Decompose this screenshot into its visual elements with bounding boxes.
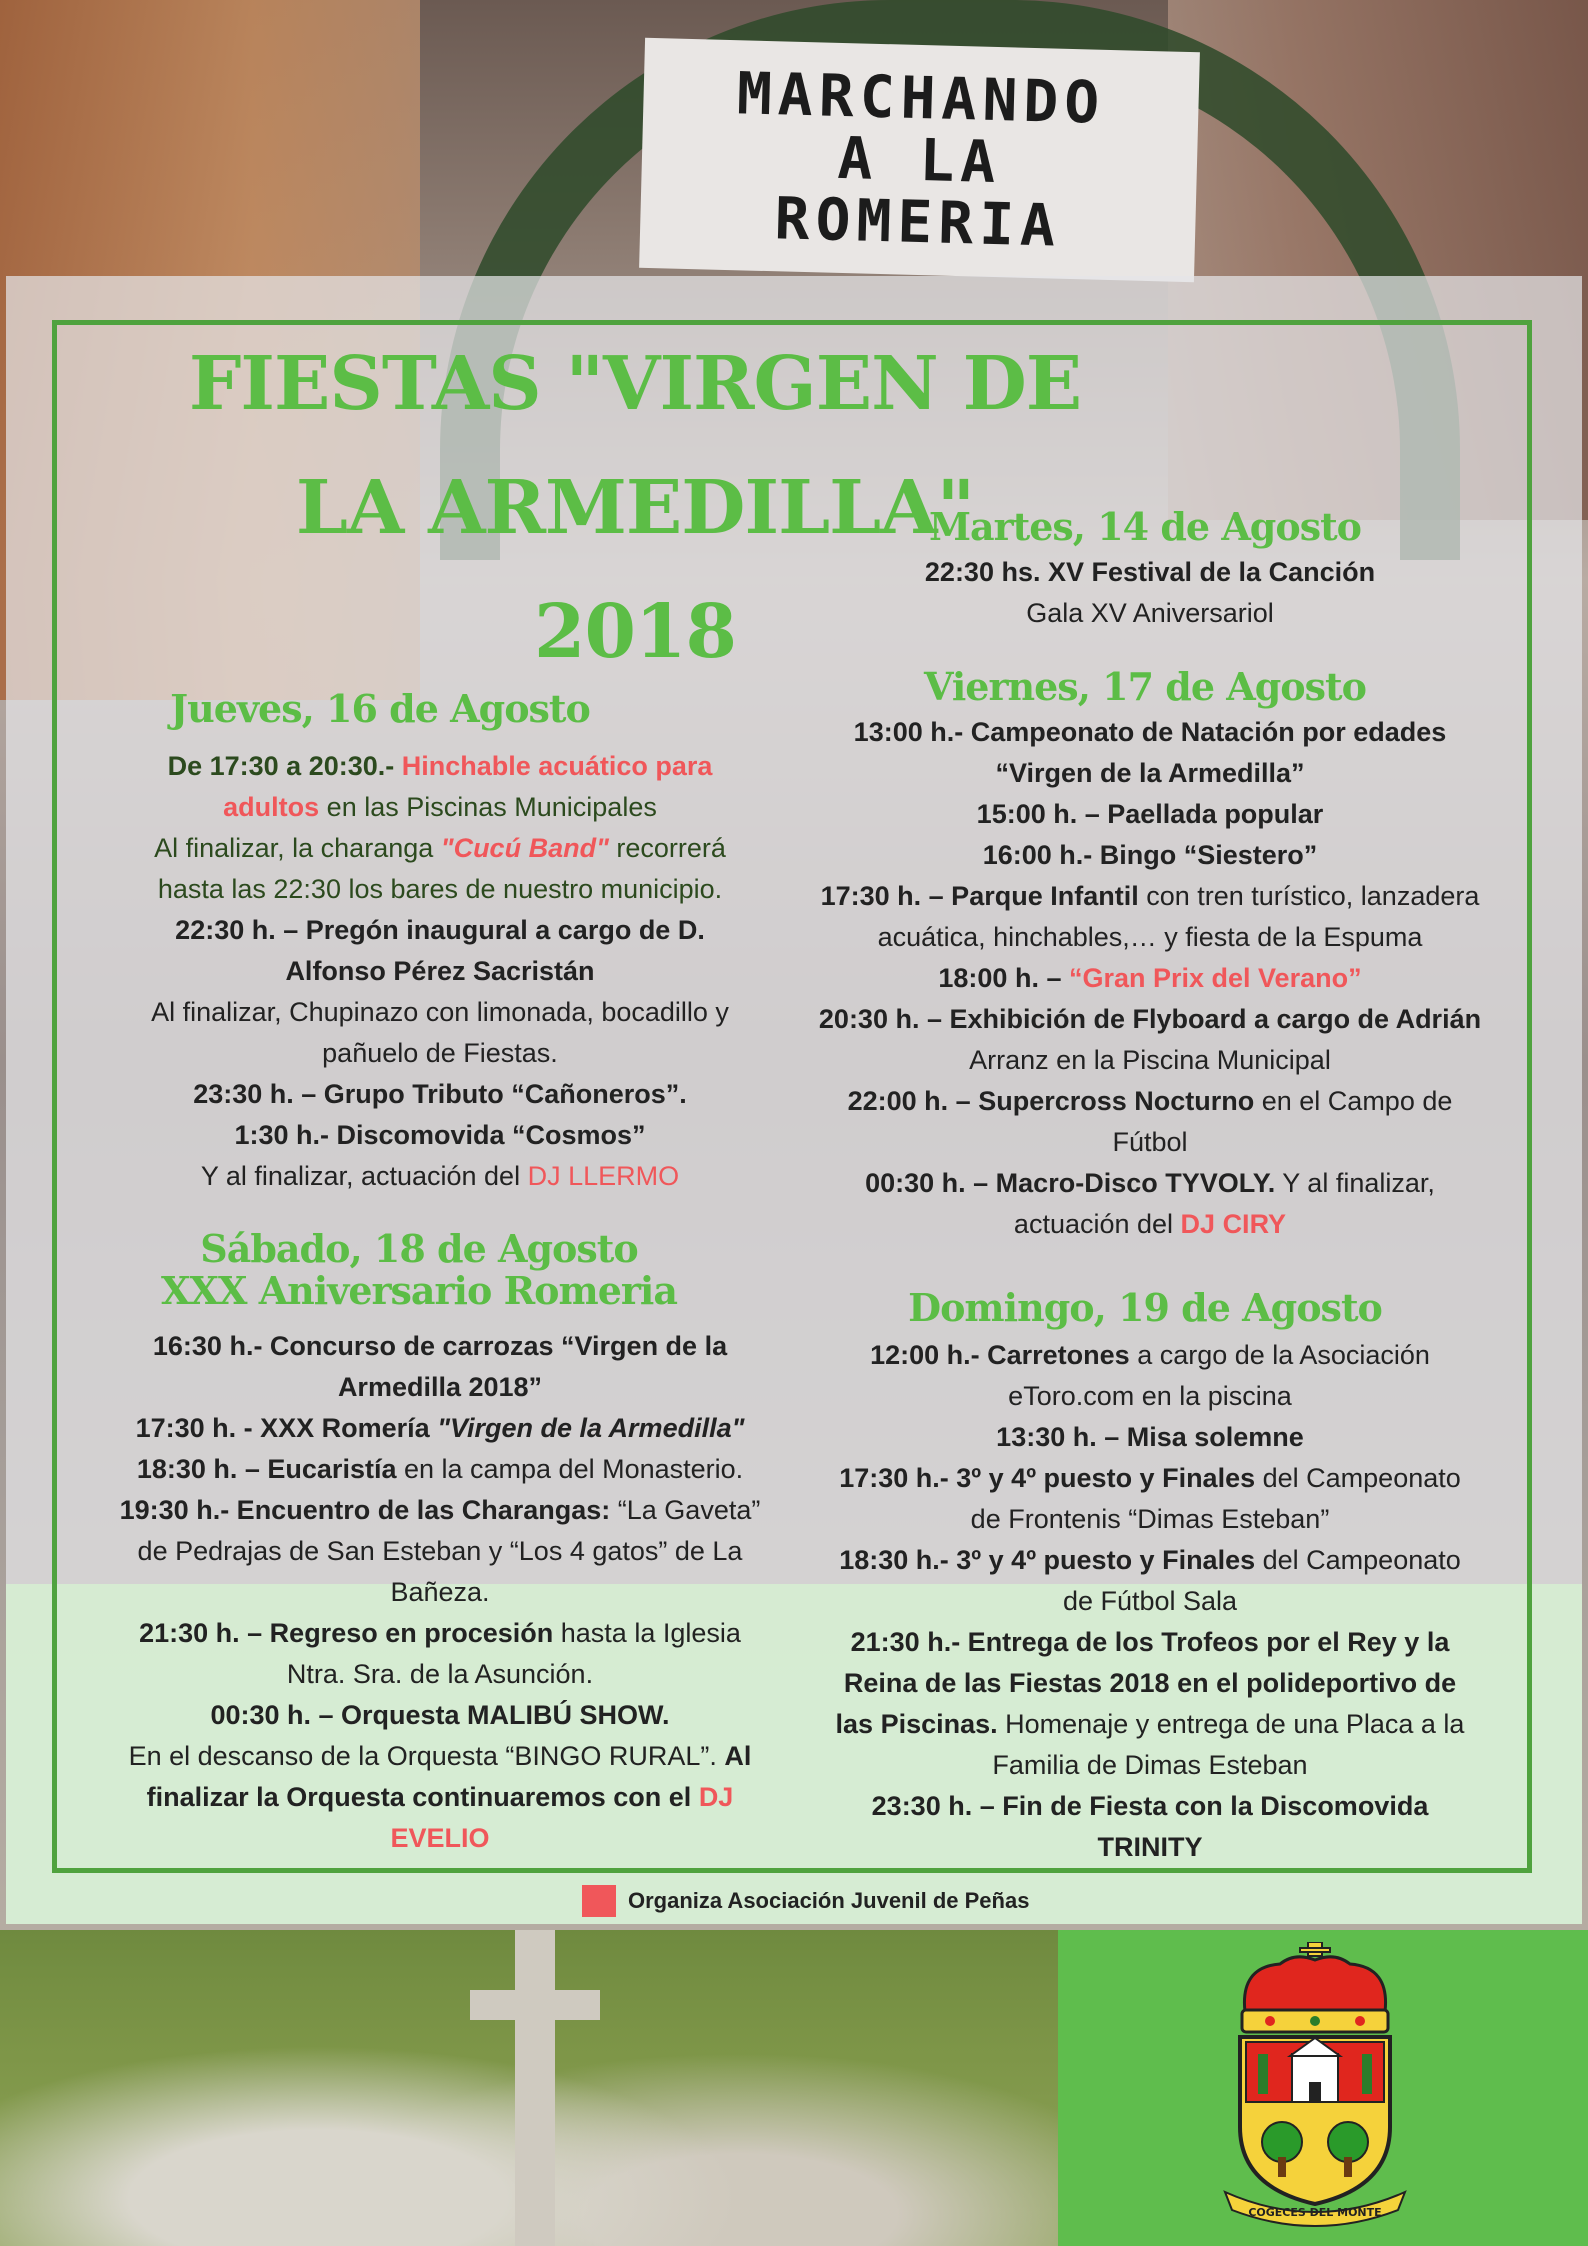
section-domingo [770,1287,1530,1868]
text-line: 19:30 h.- Encuentro de las Charangas: [119,1495,611,1525]
section-viernes [770,666,1530,1245]
text-line: recorrerá [608,833,726,863]
text-line: Armedilla 2018” [337,1372,543,1402]
text-line: 13:30 h. – Misa solemne [996,1422,1304,1452]
text-dj-name: EVELIO [390,1823,490,1853]
text-line: de Fútbol Sala [1062,1586,1238,1616]
text-line: 17:30 h. - XXX Romería [135,1413,438,1443]
text-line: Al [724,1741,752,1771]
text-line: 22:30 h. – Pregón inaugural a cargo de D. [175,915,705,945]
text-highlight: Hinchable acuático para [401,751,713,781]
stone-cross-arm [470,1990,600,2020]
text-line: en el Campo de [1254,1086,1453,1116]
text-line: “Virgen de la Armedilla” [995,758,1305,788]
text-line: 12:00 h.- Carretones [870,1340,1130,1370]
text-line: de Frontenis “Dimas Esteban” [970,1504,1330,1534]
text-line: “La Gaveta” [610,1495,761,1525]
text-line: Y al finalizar, actuación del [200,1161,528,1191]
text-line: Y al finalizar, [1275,1168,1435,1198]
romeria-banner [639,38,1200,282]
text-line: Fútbol [1112,1127,1188,1157]
text-line: Gala XV Aniversariol [1026,598,1274,628]
text-line: 16:30 h.- Concurso de carrozas “Virgen de la [152,1331,728,1361]
text-line: Familia de Dimas Esteban [992,1750,1308,1780]
text-dj-name: DJ CIRY [1180,1209,1287,1239]
title-line-1: FIESTAS "VIRGEN DE [188,341,1082,427]
text-line: con tren turístico, lanzadera [1138,881,1480,911]
text-line: TRINITY [1097,1832,1203,1862]
text-line: 1:30 h.- Discomovida “Cosmos” [234,1120,646,1150]
text-line: 00:30 h. – Macro-Disco TYVOLY. [865,1168,1276,1198]
crest-ribbon-text: COGECES DEL MONTE [1248,2206,1382,2219]
text-line: "Virgen de la Armedilla" [437,1413,745,1443]
text-line: en las Piscinas Municipales [319,792,657,822]
text-line: Homenaje y entrega de una Placa a la [997,1709,1465,1739]
text-line: 18:00 h. – [938,963,1069,993]
heading-sabado: Sábado, 18 de Agosto [200,1226,638,1271]
text-line: acuática, hinchables,… y fiesta de la Espuma [877,922,1423,952]
text-dj-name: DJ LLERMO [527,1161,680,1191]
municipal-crest-icon [1220,1942,1410,2227]
text-line: pañuelo de Fiestas. [322,1038,558,1068]
text-line: finalizar la Orquesta continuaremos con el [146,1782,699,1812]
section-martes [770,506,1530,634]
text-line: Arranz en la Piscina Municipal [969,1045,1331,1075]
banner-line-2: A LA [836,123,1003,197]
organizer-note [582,1884,1029,1918]
text-highlight: “Gran Prix del Verano” [1068,963,1362,993]
title-line-2: LA ARMEDILLA" [295,465,975,551]
text-line: 22:30 hs. XV Festival de la Canción [924,557,1376,587]
stone-cross [515,1930,555,2246]
text-line: Reina de las Fiestas 2018 en el polideportivo de [843,1668,1457,1698]
heading-viernes: Viernes, 17 de Agosto [924,664,1366,709]
text-line: Ntra. Sra. de la Asunción. [286,1659,594,1689]
heading-sabado-subtitle: XXX Aniversario Romeria [161,1268,677,1313]
text-line: las Piscinas. [835,1709,998,1739]
text-line: Al finalizar, Chupinazo con limonada, bocadillo y [151,997,729,1027]
text-line: hasta la Iglesia [553,1618,741,1648]
text-line: 20:30 h. – Exhibición de Flyboard a cargo de Adrián [818,1004,1482,1034]
section-sabado [60,1228,820,1859]
organizer-text: Organiza Asociación Juvenil de Peñas [628,1888,1030,1913]
text-line: hasta las 22:30 los bares de nuestro municipio. [157,874,723,904]
title-line-3: 2018 [534,589,736,675]
text-time: De 17:30 a 20:30.- [167,751,395,781]
text-dj-name: DJ [698,1782,734,1812]
text-line: 15:00 h. – Paellada popular [976,799,1324,829]
text-line: Al finalizar, la charanga [154,833,441,863]
text-line: en la campa del Monasterio. [396,1454,744,1484]
text-line: 21:30 h. – Regreso en procesión [139,1618,554,1648]
text-line: del Campeonato [1255,1463,1461,1493]
text-line: 17:30 h.- 3º y 4º puesto y Finales [839,1463,1256,1493]
heading-martes: Martes, 14 de Agosto [928,504,1362,549]
text-line: eToro.com en la piscina [1008,1381,1292,1411]
text-line: 00:30 h. – Orquesta MALIBÚ SHOW. [210,1700,670,1730]
text-line: a cargo de la Asociación [1129,1340,1430,1370]
text-line: 16:00 h.- Bingo “Siestero” [982,840,1318,870]
text-line: 23:30 h. – Grupo Tributo “Cañoneros”. [193,1079,687,1109]
red-square-icon [582,1885,616,1917]
text-highlight: adultos [223,792,320,822]
text-line: 18:30 h.- 3º y 4º puesto y Finales [839,1545,1256,1575]
heading-jueves: Jueves, 16 de Agosto [170,686,590,731]
text-line: actuación del [1013,1209,1181,1239]
text-line: del Campeonato [1255,1545,1461,1575]
text-line: 22:00 h. – Supercross Nocturno [847,1086,1255,1116]
text-band-name: "Cucú Band" [440,833,609,863]
text-line: 13:00 h.- Campeonato de Natación por edades [853,717,1447,747]
text-line: En el descanso de la Orquesta “BINGO RURAL”. [128,1741,725,1771]
text-line: 18:30 h. – Eucaristía [136,1454,397,1484]
banner-line-1: MARCHANDO [736,59,1107,137]
text-line: 23:30 h. – Fin de Fiesta con la Discomovida [871,1791,1429,1821]
text-line: 21:30 h.- Entrega de los Trofeos por el Rey y la [850,1627,1450,1657]
text-line: Alfonso Pérez Sacristán [285,956,595,986]
text-line: de Pedrajas de San Esteban y “Los 4 gatos” de La [137,1536,743,1566]
banner-line-3: ROMERIA [773,184,1062,260]
heading-domingo: Domingo, 19 de Agosto [908,1285,1382,1330]
text-line: Bañeza. [390,1577,490,1607]
section-jueves [60,688,820,1197]
text-line: 17:30 h. – Parque Infantil [820,881,1139,911]
